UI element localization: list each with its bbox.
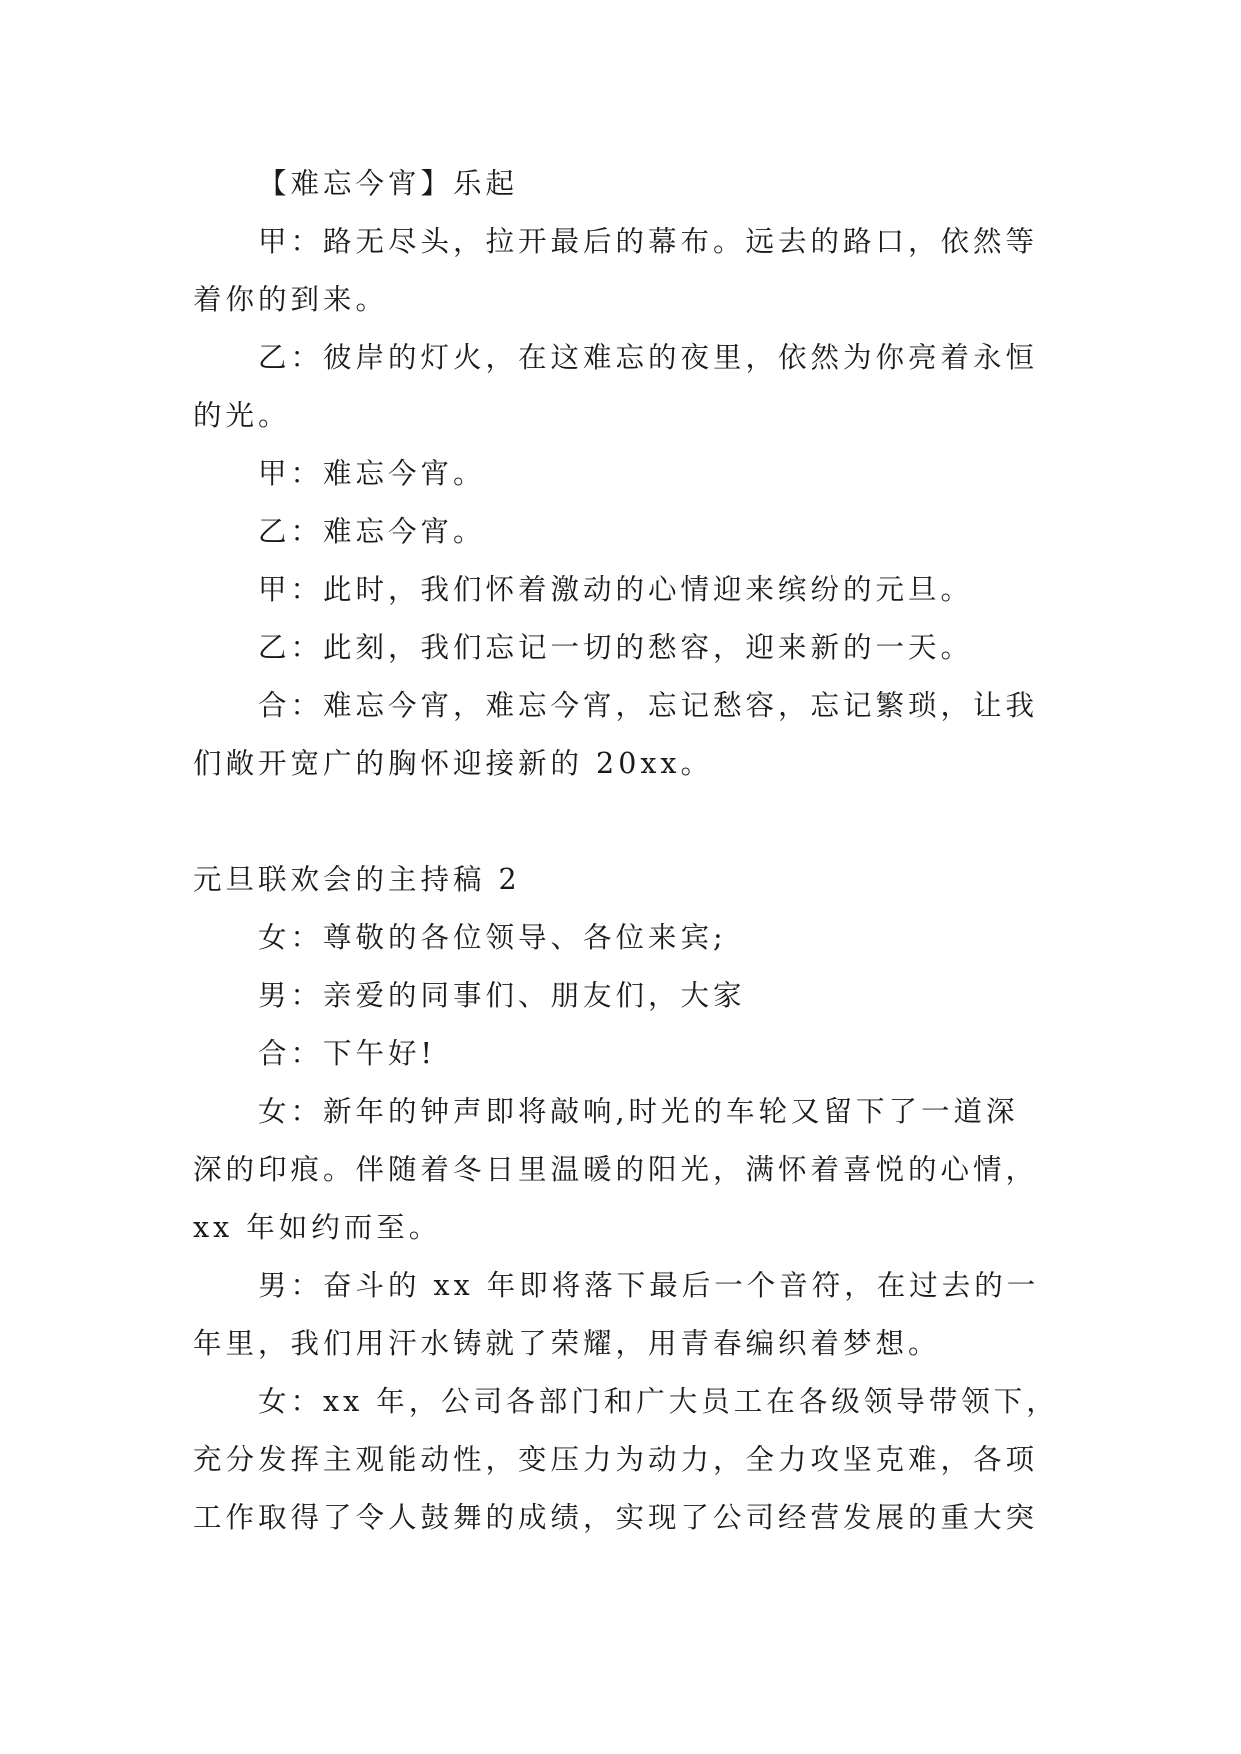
paragraph-line: 甲：难忘今宵。: [258, 457, 486, 490]
paragraph-line: 女：xx 年，公司各部门和广大员工在各级领导带领下，: [258, 1385, 1059, 1418]
paragraph-line: 甲：路无尽头，拉开最后的幕布。远去的路口，依然等: [258, 225, 1039, 258]
section-title: 元旦联欢会的主持稿 2: [193, 863, 521, 896]
paragraph-line: 甲：此时，我们怀着激动的心情迎来缤纷的元旦。: [258, 573, 974, 606]
paragraph-line: 的光。: [193, 399, 291, 432]
paragraph-line: 【难忘今宵】乐起: [258, 167, 519, 200]
paragraph-line: 女：新年的钟声即将敲响,时光的车轮又留下了一道深: [258, 1095, 1019, 1128]
paragraph-line: 乙：难忘今宵。: [258, 515, 486, 548]
paragraph-line: xx 年如约而至。: [193, 1211, 442, 1244]
paragraph-line: 男：亲爱的同事们、朋友们，大家: [258, 979, 746, 1012]
paragraph-line: 深的印痕。伴随着冬日里温暖的阳光，满怀着喜悦的心情，: [193, 1153, 1039, 1186]
paragraph-line: 们敞开宽广的胸怀迎接新的 20xx。: [193, 747, 713, 780]
paragraph-line: 女：尊敬的各位领导、各位来宾;: [258, 921, 727, 954]
paragraph-line: 年里，我们用汗水铸就了荣耀，用青春编织着梦想。: [193, 1327, 941, 1360]
document-page: [193, 155, 1059, 1547]
paragraph-line: 乙：彼岸的灯火，在这难忘的夜里，依然为你亮着永恒: [258, 341, 1039, 374]
paragraph-line: 工作取得了令人鼓舞的成绩，实现了公司经营发展的重大突: [193, 1501, 1039, 1534]
paragraph-line: 合：下午好!: [258, 1037, 436, 1070]
paragraph-line: 充分发挥主观能动性，变压力为动力，全力攻坚克难，各项: [193, 1443, 1039, 1476]
paragraph-line: 合：难忘今宵，难忘今宵，忘记愁容，忘记繁琐，让我: [258, 689, 1039, 722]
paragraph-line: 乙：此刻，我们忘记一切的愁容，迎来新的一天。: [258, 631, 974, 664]
paragraph-line: 着你的到来。: [193, 283, 389, 316]
paragraph-line: 男：奋斗的 xx 年即将落下最后一个音符，在过去的一: [258, 1269, 1040, 1302]
